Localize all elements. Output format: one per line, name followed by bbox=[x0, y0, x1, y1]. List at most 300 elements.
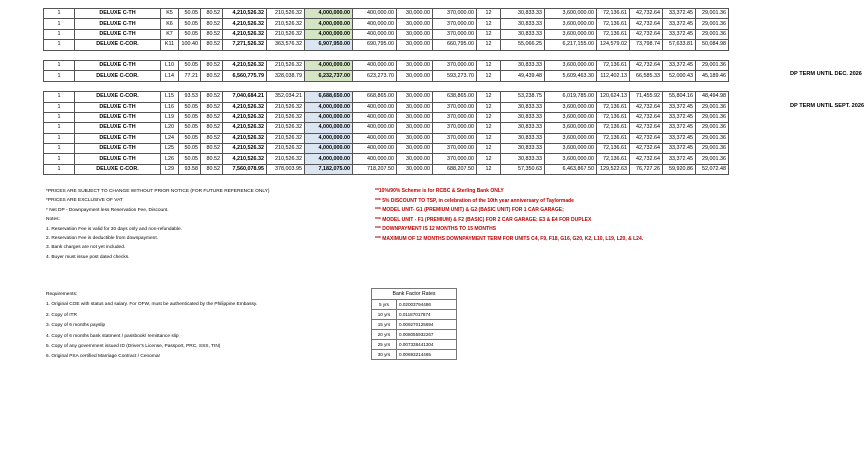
cell-y10 bbox=[630, 81, 663, 91]
spacer-row bbox=[44, 81, 729, 91]
cell-lot: 93.53 bbox=[179, 92, 201, 102]
cell-q: 1 bbox=[44, 154, 75, 164]
cell-dp2: 370,000.00 bbox=[433, 144, 477, 154]
table-row bbox=[44, 154, 729, 164]
cell-fa: 80.52 bbox=[201, 144, 223, 154]
cell-type: DELUXE C-TH bbox=[75, 19, 161, 29]
cell-fa: 80.52 bbox=[201, 102, 223, 112]
cell-y10: 42,732.64 bbox=[630, 9, 663, 19]
table-row bbox=[44, 40, 729, 50]
cell-dp2: 638,865.00 bbox=[433, 92, 477, 102]
cell-y20: 29,001.36 bbox=[696, 154, 729, 164]
cell-type bbox=[75, 81, 161, 91]
requirement-line: 4. Copy of 6 months bank statment / passbook/ remittance slip bbox=[46, 333, 179, 339]
cell-lot: 50.05 bbox=[179, 60, 201, 70]
table-row bbox=[44, 29, 729, 39]
bank-factor-years: 5 yrs bbox=[372, 300, 397, 310]
cell-y10: 71,455.92 bbox=[630, 92, 663, 102]
cell-net: 4,000,000.00 bbox=[305, 133, 353, 143]
cell-unit: K11 bbox=[161, 40, 179, 50]
cell-res bbox=[397, 50, 433, 60]
cell-y5: 72,136.61 bbox=[597, 144, 630, 154]
cell-y10: 76,727.26 bbox=[630, 164, 663, 174]
cell-net: 4,000,000.00 bbox=[305, 102, 353, 112]
cell-tcp: 7,271,526.32 bbox=[223, 40, 267, 50]
cell-term: 12 bbox=[477, 29, 501, 39]
cell-y20: 52,072.48 bbox=[696, 164, 729, 174]
cell-term: 12 bbox=[477, 123, 501, 133]
cell-q: 1 bbox=[44, 133, 75, 143]
cell-mo: 49,439.48 bbox=[501, 71, 545, 81]
cell-y10: 42,732.64 bbox=[630, 154, 663, 164]
cell-mo: 30,833.33 bbox=[501, 123, 545, 133]
cell-loan: 3,600,000.00 bbox=[545, 19, 597, 29]
cell-y15 bbox=[663, 50, 696, 60]
cell-loan: 3,600,000.00 bbox=[545, 112, 597, 122]
cell-res: 30,000.00 bbox=[397, 29, 433, 39]
cell-term: 12 bbox=[477, 154, 501, 164]
bank-factor-row bbox=[372, 330, 457, 340]
cell-loan: 6,217,155.00 bbox=[545, 40, 597, 50]
cell-type bbox=[75, 50, 161, 60]
cell-y20: 29,001.36 bbox=[696, 133, 729, 143]
cell-term: 12 bbox=[477, 92, 501, 102]
cell-y5: 72,136.61 bbox=[597, 19, 630, 29]
dp-term-note: DP TERM UNTIL DEC. 2026 bbox=[790, 71, 862, 77]
cell-lot: 50.05 bbox=[179, 133, 201, 143]
cell-res bbox=[397, 81, 433, 91]
cell-dp2: 370,000.00 bbox=[433, 60, 477, 70]
cell-tcp: 7,040,684.21 bbox=[223, 92, 267, 102]
cell-lot bbox=[179, 81, 201, 91]
cell-vat: 210,526.32 bbox=[267, 123, 305, 133]
bank-factor-table bbox=[371, 288, 457, 360]
cell-dp1: 400,000.00 bbox=[353, 133, 397, 143]
cell-dp2: 593,273.70 bbox=[433, 71, 477, 81]
cell-net: 4,000,000.00 bbox=[305, 60, 353, 70]
cell-vat bbox=[267, 81, 305, 91]
left-notes bbox=[46, 187, 269, 262]
cell-vat: 210,526.32 bbox=[267, 102, 305, 112]
cell-vat: 210,526.32 bbox=[267, 19, 305, 29]
requirement-line: 5. Copy of any government issued ID (Driver's License, Passport, PRC, SSS, TIN) bbox=[46, 343, 221, 349]
cell-dp2: 370,000.00 bbox=[433, 9, 477, 19]
note-line: *PRICES ARE SUBJECT TO CHANGE WITHOUT PRIOR NOTICE (FOR FUTURE REFERENCE ONLY) bbox=[46, 189, 270, 194]
cell-unit: L26 bbox=[161, 154, 179, 164]
cell-q: 1 bbox=[44, 29, 75, 39]
cell-dp2 bbox=[433, 81, 477, 91]
cell-net: 4,000,000.00 bbox=[305, 123, 353, 133]
bank-factor-rate: 0.009270125694 bbox=[397, 320, 457, 330]
cell-net: 4,000,000.00 bbox=[305, 144, 353, 154]
cell-dp2: 688,207.50 bbox=[433, 164, 477, 174]
cell-y20 bbox=[696, 50, 729, 60]
cell-y10: 42,732.64 bbox=[630, 60, 663, 70]
cell-res: 30,000.00 bbox=[397, 60, 433, 70]
cell-dp1: 400,000.00 bbox=[353, 123, 397, 133]
cell-loan: 3,600,000.00 bbox=[545, 102, 597, 112]
cell-net: 7,182,075.00 bbox=[305, 164, 353, 174]
cell-loan bbox=[545, 50, 597, 60]
table-row bbox=[44, 112, 729, 122]
red-note-line: *** DOWNPAYMENT IS 12 MONTHS TO 15 MONTHS bbox=[375, 226, 497, 233]
cell-q bbox=[44, 81, 75, 91]
cell-term: 12 bbox=[477, 9, 501, 19]
cell-y5: 112,402.13 bbox=[597, 71, 630, 81]
cell-dp1: 400,000.00 bbox=[353, 9, 397, 19]
cell-loan: 3,600,000.00 bbox=[545, 29, 597, 39]
cell-vat: 352,034.21 bbox=[267, 92, 305, 102]
cell-res: 30,000.00 bbox=[397, 71, 433, 81]
cell-net: 6,907,950.00 bbox=[305, 40, 353, 50]
bank-factor-row bbox=[372, 310, 457, 320]
cell-dp1: 400,000.00 bbox=[353, 29, 397, 39]
note-line: 1. Reservation Fee is valid for 30 days only and non-refundable. bbox=[46, 226, 182, 232]
cell-vat: 210,526.32 bbox=[267, 133, 305, 143]
cell-vat: 210,526.32 bbox=[267, 154, 305, 164]
cell-y5: 72,136.61 bbox=[597, 123, 630, 133]
cell-vat: 210,526.32 bbox=[267, 60, 305, 70]
cell-res: 30,000.00 bbox=[397, 92, 433, 102]
cell-net: 4,000,000.00 bbox=[305, 9, 353, 19]
cell-y20: 29,001.36 bbox=[696, 9, 729, 19]
cell-dp1: 718,207.50 bbox=[353, 164, 397, 174]
requirement-line: 6. Original PSA certified Marriage Contract / Cenomar bbox=[46, 354, 161, 360]
cell-fa bbox=[201, 81, 223, 91]
cell-y15: 33,372.45 bbox=[663, 60, 696, 70]
cell-mo: 30,833.33 bbox=[501, 9, 545, 19]
cell-unit: L25 bbox=[161, 144, 179, 154]
cell-res: 30,000.00 bbox=[397, 123, 433, 133]
cell-tcp bbox=[223, 81, 267, 91]
cell-loan: 3,600,000.00 bbox=[545, 154, 597, 164]
cell-tcp: 4,210,526.32 bbox=[223, 102, 267, 112]
cell-dp1: 400,000.00 bbox=[353, 144, 397, 154]
cell-lot: 100.40 bbox=[179, 40, 201, 50]
cell-tcp: 4,210,526.32 bbox=[223, 123, 267, 133]
cell-fa: 80.52 bbox=[201, 60, 223, 70]
cell-res: 30,000.00 bbox=[397, 154, 433, 164]
cell-y10 bbox=[630, 50, 663, 60]
note-line: * Net DP - Downpayment less Reservation Fee, Discount. bbox=[46, 207, 169, 213]
cell-mo bbox=[501, 50, 545, 60]
cell-type: DELUXE C-TH bbox=[75, 29, 161, 39]
cell-type: DELUXE C-TH bbox=[75, 102, 161, 112]
dp-term-note: DP TERM UNTIL SEPT. 2026 bbox=[790, 103, 864, 109]
cell-mo: 55,066.25 bbox=[501, 40, 545, 50]
cell-dp1: 690,795.00 bbox=[353, 40, 397, 50]
bank-factor-row bbox=[372, 320, 457, 330]
cell-tcp: 4,210,526.32 bbox=[223, 19, 267, 29]
cell-vat bbox=[267, 50, 305, 60]
requirement-line: 2. Copy of ITR bbox=[46, 312, 77, 318]
cell-mo: 30,833.33 bbox=[501, 112, 545, 122]
cell-y15: 33,372.45 bbox=[663, 19, 696, 29]
cell-fa: 80.52 bbox=[201, 92, 223, 102]
cell-lot: 93.58 bbox=[179, 164, 201, 174]
cell-dp1 bbox=[353, 81, 397, 91]
cell-mo: 30,833.33 bbox=[501, 29, 545, 39]
cell-loan: 3,600,000.00 bbox=[545, 123, 597, 133]
table-row bbox=[44, 9, 729, 19]
cell-y20: 29,001.36 bbox=[696, 29, 729, 39]
cell-term: 12 bbox=[477, 102, 501, 112]
cell-q: 1 bbox=[44, 40, 75, 50]
cell-lot: 50.05 bbox=[179, 29, 201, 39]
cell-lot: 50.05 bbox=[179, 9, 201, 19]
cell-type: DELUXE C-TH bbox=[75, 112, 161, 122]
cell-y5: 72,136.61 bbox=[597, 29, 630, 39]
cell-tcp bbox=[223, 50, 267, 60]
cell-lot: 50.05 bbox=[179, 123, 201, 133]
cell-term: 12 bbox=[477, 133, 501, 143]
cell-dp1: 668,865.00 bbox=[353, 92, 397, 102]
cell-y10: 42,732.64 bbox=[630, 144, 663, 154]
note-line: Notes: bbox=[46, 217, 60, 223]
cell-fa: 80.52 bbox=[201, 40, 223, 50]
note-line: 4. Buyer must issue post dated checks. bbox=[46, 254, 130, 260]
cell-y5: 72,136.61 bbox=[597, 60, 630, 70]
cell-y15: 33,372.45 bbox=[663, 29, 696, 39]
red-notes bbox=[375, 187, 643, 245]
cell-type: DELUXE C-COR. bbox=[75, 164, 161, 174]
bank-factor-years: 10 yrs bbox=[372, 310, 397, 320]
cell-net: 4,000,000.00 bbox=[305, 154, 353, 164]
cell-unit: L20 bbox=[161, 123, 179, 133]
cell-dp1: 623,273.70 bbox=[353, 71, 397, 81]
cell-dp2: 660,795.00 bbox=[433, 40, 477, 50]
table-row bbox=[44, 123, 729, 133]
cell-y10: 42,732.64 bbox=[630, 123, 663, 133]
cell-loan: 5,609,463.30 bbox=[545, 71, 597, 81]
cell-q: 1 bbox=[44, 19, 75, 29]
cell-fa: 80.52 bbox=[201, 9, 223, 19]
cell-fa: 80.52 bbox=[201, 123, 223, 133]
cell-q: 1 bbox=[44, 123, 75, 133]
cell-y5: 124,579.02 bbox=[597, 40, 630, 50]
cell-loan: 3,600,000.00 bbox=[545, 60, 597, 70]
cell-y15 bbox=[663, 81, 696, 91]
cell-net bbox=[305, 81, 353, 91]
cell-fa: 80.52 bbox=[201, 19, 223, 29]
cell-net: 6,688,650.00 bbox=[305, 92, 353, 102]
note-line: 2. Reservation Fee is deductible from downpayment. bbox=[46, 235, 158, 241]
cell-y20: 29,001.36 bbox=[696, 144, 729, 154]
cell-y15: 33,372.45 bbox=[663, 102, 696, 112]
cell-type: DELUXE C-TH bbox=[75, 133, 161, 143]
cell-y20: 29,001.36 bbox=[696, 102, 729, 112]
cell-vat: 378,003.95 bbox=[267, 164, 305, 174]
bank-factor-rate: 0.008055932267 bbox=[397, 330, 457, 340]
cell-tcp: 4,210,526.32 bbox=[223, 9, 267, 19]
table-row bbox=[44, 144, 729, 154]
cell-unit: L10 bbox=[161, 60, 179, 70]
cell-mo: 30,833.33 bbox=[501, 133, 545, 143]
cell-y10: 66,585.33 bbox=[630, 71, 663, 81]
cell-q: 1 bbox=[44, 102, 75, 112]
cell-dp2: 370,000.00 bbox=[433, 19, 477, 29]
cell-unit: L29 bbox=[161, 164, 179, 174]
cell-q: 1 bbox=[44, 144, 75, 154]
table-row bbox=[44, 60, 729, 70]
table-row bbox=[44, 71, 729, 81]
cell-type: DELUXE C-COR. bbox=[75, 71, 161, 81]
cell-unit: K6 bbox=[161, 19, 179, 29]
cell-tcp: 4,210,526.32 bbox=[223, 60, 267, 70]
cell-term: 12 bbox=[477, 164, 501, 174]
cell-vat: 328,038.79 bbox=[267, 71, 305, 81]
cell-y10: 42,732.64 bbox=[630, 133, 663, 143]
cell-loan: 3,600,000.00 bbox=[545, 144, 597, 154]
cell-fa: 80.52 bbox=[201, 29, 223, 39]
cell-dp2: 370,000.00 bbox=[433, 29, 477, 39]
cell-q bbox=[44, 50, 75, 60]
cell-lot: 50.05 bbox=[179, 102, 201, 112]
cell-tcp: 4,210,526.32 bbox=[223, 154, 267, 164]
cell-dp1: 400,000.00 bbox=[353, 102, 397, 112]
cell-vat: 210,526.32 bbox=[267, 112, 305, 122]
cell-loan: 6,463,867.50 bbox=[545, 164, 597, 174]
cell-y20: 29,001.36 bbox=[696, 123, 729, 133]
red-note-line: *** 5% DISCOUNT TO TSP, in celebration of the 10th year anniversary of Taylormade bbox=[375, 197, 574, 204]
cell-dp2: 370,000.00 bbox=[433, 154, 477, 164]
cell-dp1: 400,000.00 bbox=[353, 154, 397, 164]
cell-dp2: 370,000.00 bbox=[433, 133, 477, 143]
cell-type: DELUXE C-TH bbox=[75, 144, 161, 154]
cell-tcp: 6,560,775.79 bbox=[223, 71, 267, 81]
cell-y20 bbox=[696, 81, 729, 91]
cell-y20: 29,001.36 bbox=[696, 60, 729, 70]
cell-tcp: 4,210,526.32 bbox=[223, 133, 267, 143]
bank-factor-row bbox=[372, 300, 457, 310]
bank-factor-rate: 0.00693214465 bbox=[397, 350, 457, 360]
cell-y15: 57,633.81 bbox=[663, 40, 696, 50]
cell-y15: 33,372.45 bbox=[663, 9, 696, 19]
cell-unit: K5 bbox=[161, 9, 179, 19]
bank-factor-row bbox=[372, 350, 457, 360]
cell-lot: 50.05 bbox=[179, 144, 201, 154]
cell-type: DELUXE C-TH bbox=[75, 123, 161, 133]
cell-q: 1 bbox=[44, 92, 75, 102]
cell-vat: 363,576.32 bbox=[267, 40, 305, 50]
cell-y5: 120,624.13 bbox=[597, 92, 630, 102]
cell-term: 12 bbox=[477, 19, 501, 29]
table-row bbox=[44, 164, 729, 174]
cell-lot: 77.21 bbox=[179, 71, 201, 81]
bank-factor-rate: 0.01187017874 bbox=[397, 310, 457, 320]
cell-fa: 80.52 bbox=[201, 71, 223, 81]
cell-mo: 57,350.63 bbox=[501, 164, 545, 174]
cell-q: 1 bbox=[44, 164, 75, 174]
cell-dp2 bbox=[433, 50, 477, 60]
cell-term: 12 bbox=[477, 112, 501, 122]
cell-vat: 210,526.32 bbox=[267, 29, 305, 39]
cell-fa: 80.52 bbox=[201, 164, 223, 174]
cell-y20: 45,189.46 bbox=[696, 71, 729, 81]
cell-y5: 72,136.61 bbox=[597, 133, 630, 143]
cell-y15: 33,372.45 bbox=[663, 112, 696, 122]
cell-unit bbox=[161, 50, 179, 60]
cell-dp2: 370,000.00 bbox=[433, 102, 477, 112]
cell-mo bbox=[501, 81, 545, 91]
cell-fa: 80.52 bbox=[201, 112, 223, 122]
cell-res: 30,000.00 bbox=[397, 133, 433, 143]
cell-dp1: 400,000.00 bbox=[353, 112, 397, 122]
cell-net bbox=[305, 50, 353, 60]
cell-res: 30,000.00 bbox=[397, 19, 433, 29]
cell-y15: 55,804.16 bbox=[663, 92, 696, 102]
cell-unit: L24 bbox=[161, 133, 179, 143]
red-note-line: *** MAXIMUM OF 12 MONTHS DOWNPAYMENT TERM FOR UNITS C4, F9, F18, G16, G20, K2, L10, L19, L20, & L24. bbox=[375, 235, 644, 242]
bank-factor-years: 15 yrs bbox=[372, 320, 397, 330]
cell-term: 12 bbox=[477, 144, 501, 154]
red-note-line: *** MODEL UNIT - F1 (PREMIUM) & F2 (BASIC) FOR 2 CAR GARAGE; E3 & E4 FOR DUPLEX bbox=[375, 216, 592, 223]
cell-y5 bbox=[597, 50, 630, 60]
bank-factor-years: 30 yrs bbox=[372, 350, 397, 360]
red-note-line: **10%/90% Scheme is for RCBC & Sterling Bank ONLY bbox=[375, 188, 504, 194]
cell-q: 1 bbox=[44, 60, 75, 70]
cell-y10: 42,732.64 bbox=[630, 19, 663, 29]
bank-factor-rate: 0.02003794486 bbox=[397, 300, 457, 310]
cell-unit: K7 bbox=[161, 29, 179, 39]
cell-y15: 33,372.45 bbox=[663, 133, 696, 143]
bank-factor-row bbox=[372, 340, 457, 350]
cell-tcp: 7,560,078.95 bbox=[223, 164, 267, 174]
bank-factor-years: 20 yrs bbox=[372, 330, 397, 340]
cell-res: 30,000.00 bbox=[397, 112, 433, 122]
red-note-line: *** MODEL UNIT- G1 (PREMIUM UNIT) & G2 (BASIC UNIT) FOR 1 CAR GARAGE; bbox=[375, 207, 564, 214]
cell-vat: 210,526.32 bbox=[267, 144, 305, 154]
bank-factor-rate: 0.007338441304 bbox=[397, 340, 457, 350]
requirement-line: 1. Original COE with status and salary. For OFW, must be authenticated by the Philippine Embassy. bbox=[46, 302, 258, 308]
cell-unit: L16 bbox=[161, 102, 179, 112]
cell-res: 30,000.00 bbox=[397, 164, 433, 174]
spacer-row bbox=[44, 50, 729, 60]
cell-res: 30,000.00 bbox=[397, 9, 433, 19]
cell-unit: L19 bbox=[161, 112, 179, 122]
cell-y10: 42,732.64 bbox=[630, 102, 663, 112]
price-table-body bbox=[44, 9, 729, 175]
cell-dp2: 370,000.00 bbox=[433, 123, 477, 133]
cell-dp1: 400,000.00 bbox=[353, 60, 397, 70]
cell-y15: 33,372.45 bbox=[663, 144, 696, 154]
cell-y15: 33,372.45 bbox=[663, 154, 696, 164]
cell-lot: 50.05 bbox=[179, 19, 201, 29]
cell-net: 4,000,000.00 bbox=[305, 29, 353, 39]
cell-type: DELUXE C-COR. bbox=[75, 40, 161, 50]
cell-loan: 3,600,000.00 bbox=[545, 9, 597, 19]
cell-y15: 59,920.86 bbox=[663, 164, 696, 174]
cell-tcp: 4,210,526.32 bbox=[223, 29, 267, 39]
cell-unit bbox=[161, 81, 179, 91]
cell-type: DELUXE C-TH bbox=[75, 154, 161, 164]
requirements-list bbox=[46, 290, 257, 363]
cell-mo: 30,833.33 bbox=[501, 60, 545, 70]
cell-y5: 72,136.61 bbox=[597, 102, 630, 112]
cell-term bbox=[477, 81, 501, 91]
cell-fa bbox=[201, 50, 223, 60]
cell-res: 30,000.00 bbox=[397, 102, 433, 112]
cell-q: 1 bbox=[44, 71, 75, 81]
cell-y20: 48,494.98 bbox=[696, 92, 729, 102]
cell-tcp: 4,210,526.32 bbox=[223, 112, 267, 122]
cell-fa: 80.52 bbox=[201, 133, 223, 143]
cell-loan: 3,600,000.00 bbox=[545, 133, 597, 143]
requirement-line: 3. Copy of 6 months payslip bbox=[46, 323, 106, 329]
cell-net: 6,232,737.00 bbox=[305, 71, 353, 81]
cell-net: 4,000,000.00 bbox=[305, 19, 353, 29]
cell-term: 12 bbox=[477, 60, 501, 70]
